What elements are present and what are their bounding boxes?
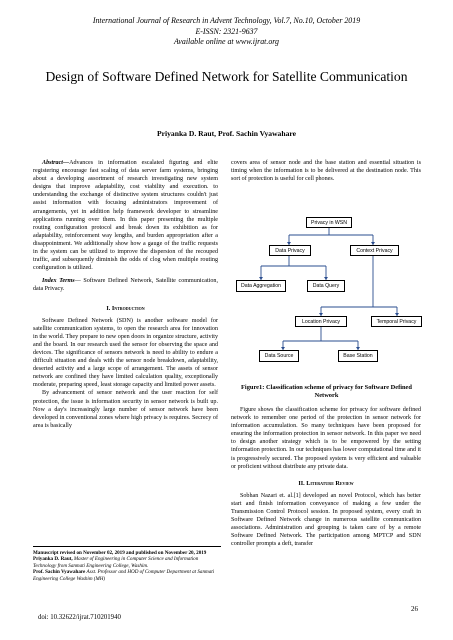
section-heading-literature-review: II. Literature Review [298, 479, 354, 487]
node-data-query: Data Query [307, 280, 345, 292]
page-number: 26 [411, 605, 418, 613]
left-column [33, 159, 218, 430]
diagram-connectors [231, 212, 422, 372]
right-column-top [231, 159, 421, 183]
footnote-rule [33, 546, 221, 547]
journal-title: International Journal of Research in Advent Technology, Vol.7, No.10, October 2019 [92, 16, 361, 25]
node-temporal-privacy: Temporal Privacy [371, 316, 422, 327]
node-location-privacy: Location Privacy [295, 316, 347, 327]
right-top-paragraph: covers area of sensor node and the base station and essential situation is timing when the information is to be delivered at the destination node. This sort of protection is useful for cell phones. [231, 160, 421, 183]
figure-caption: Figure1: Classification scheme of privacy for Software Defined Network [241, 384, 412, 400]
privacy-classification-diagram [231, 212, 422, 372]
journal-header [0, 16, 453, 48]
node-data-aggregation: Data Aggregation [236, 280, 286, 292]
node-context-privacy: Context Privacy [350, 245, 399, 256]
index-terms-text: — Software Defined Network, Satellite communication, data Privacy. [33, 278, 218, 293]
footnote-author2: Prof. Sachin Vyawahare Asst. Professor and HOD of Computer Department at Sanmati Engineering College Washim (MH) [33, 569, 215, 582]
paper-authors: Priyanka D. Raut, Prof. Sachin Vyawahare [157, 129, 296, 138]
intro-paragraph-1: Software Defined Network (SDN) is another software model for satellite communication systems, to open the research area for innovation in the world. They prepare to new open doors in organize structure, activity and the board. In our research used the sensor for observing the space and devices. The significance of sensors network is need to ability to endure a difficult situation and deals with the sensor node breakdown, adaptability, deserted activity and a large scope of arrangement. The assets of sensor network are confined they have limited calculation quality, exceptionally moderate, preparing speed, least storage capacity and limited power assets. [33, 317, 218, 389]
journal-url: Available online at www.ijrat.org [174, 37, 279, 46]
journal-issn: E-ISSN: 2321-9637 [195, 26, 258, 36]
right-column-bottom [231, 406, 421, 549]
abstract-label: Abstract— [42, 160, 70, 166]
literature-paragraph-1: Sobhan Nazari et. al.[1] developed an novel Protocol, which has better start and finish information conveyance of making a few under the Transmission Control Protocol session. In proposed system, every craft in Software Defined Network change in numerous satellite communication associations. Administration and grouping is taken care of by a remote Software Defined Network. The participation among MPTCP and SDN controller prompts a deft, transfer [231, 492, 421, 548]
node-data-source: Data Source [259, 350, 299, 362]
node-base-station: Base Station [338, 350, 378, 362]
node-privacy-in-wsn: Privacy in WSN [306, 217, 352, 228]
abstract-text: Advances in information escalated figuring and elite registering encourage fast scaling of data server farm systems, bringing about a developing assortment of research investigating new system designs that improve adaptability, cost viability and execution. to understanding the exchange of distinctive system structures couldn't just assist information with focusing administrators improvement of arrangements, yet in addition help framework developer to streamline applications running over them. In this paper presenting the multiple routing configuration protocol and break down its exhibition as for adaptability, reinforcement way lengths, and burden appropriation after a disappointment. We additionally show how a gauge of the traffic requests in the system can be utilized to improve the dispersion of the recouped traffic, and subsequently diminish the odds of clog when multiple routing configuration is utilized. [33, 160, 218, 272]
abstract [33, 159, 218, 272]
section-heading-introduction: I. Introduction [106, 304, 145, 312]
footnote-author1: Priyanka D. Raut, Master of Engineering in Computer Science and Information Technology from Sanmati Engineering College, Washim. [33, 556, 199, 569]
intro-paragraph-2: By advancement of sensor network and the user reaction for self protection, the issue is information security in sensor network is built up. Now a day's increasingly large number of sensor network have been developed in conventional zones where high privacy is requires. Secrecy of area is basically [33, 390, 218, 429]
index-terms-label: Index Terms [42, 278, 75, 285]
index-terms [33, 277, 218, 293]
node-data-privacy: Data Privacy [269, 245, 311, 256]
paper-title: Design of Software Defined Network for Satellite Communication [45, 69, 408, 84]
figure-discussion-paragraph: Figure shows the classification scheme for privacy for software defined network to remember one period of the protection in sensor network for information accumulation. So many techniques have been proposed for ensuring the information protection in sensor network. In this paper we need to design another strategy which is to be empowered by the setting information protection. In our techniques has lower computational time and it is progressively secured. The proposed system is very efficient and valuable or proficient without distribute any private data. [231, 407, 421, 470]
footnote-manuscript: Manuscript revised on November 02, 2019 and published on November 20, 2019 [33, 550, 207, 556]
doi: doi: 10.32622/ijrat.710201940 [38, 614, 121, 621]
footnote [33, 546, 221, 582]
